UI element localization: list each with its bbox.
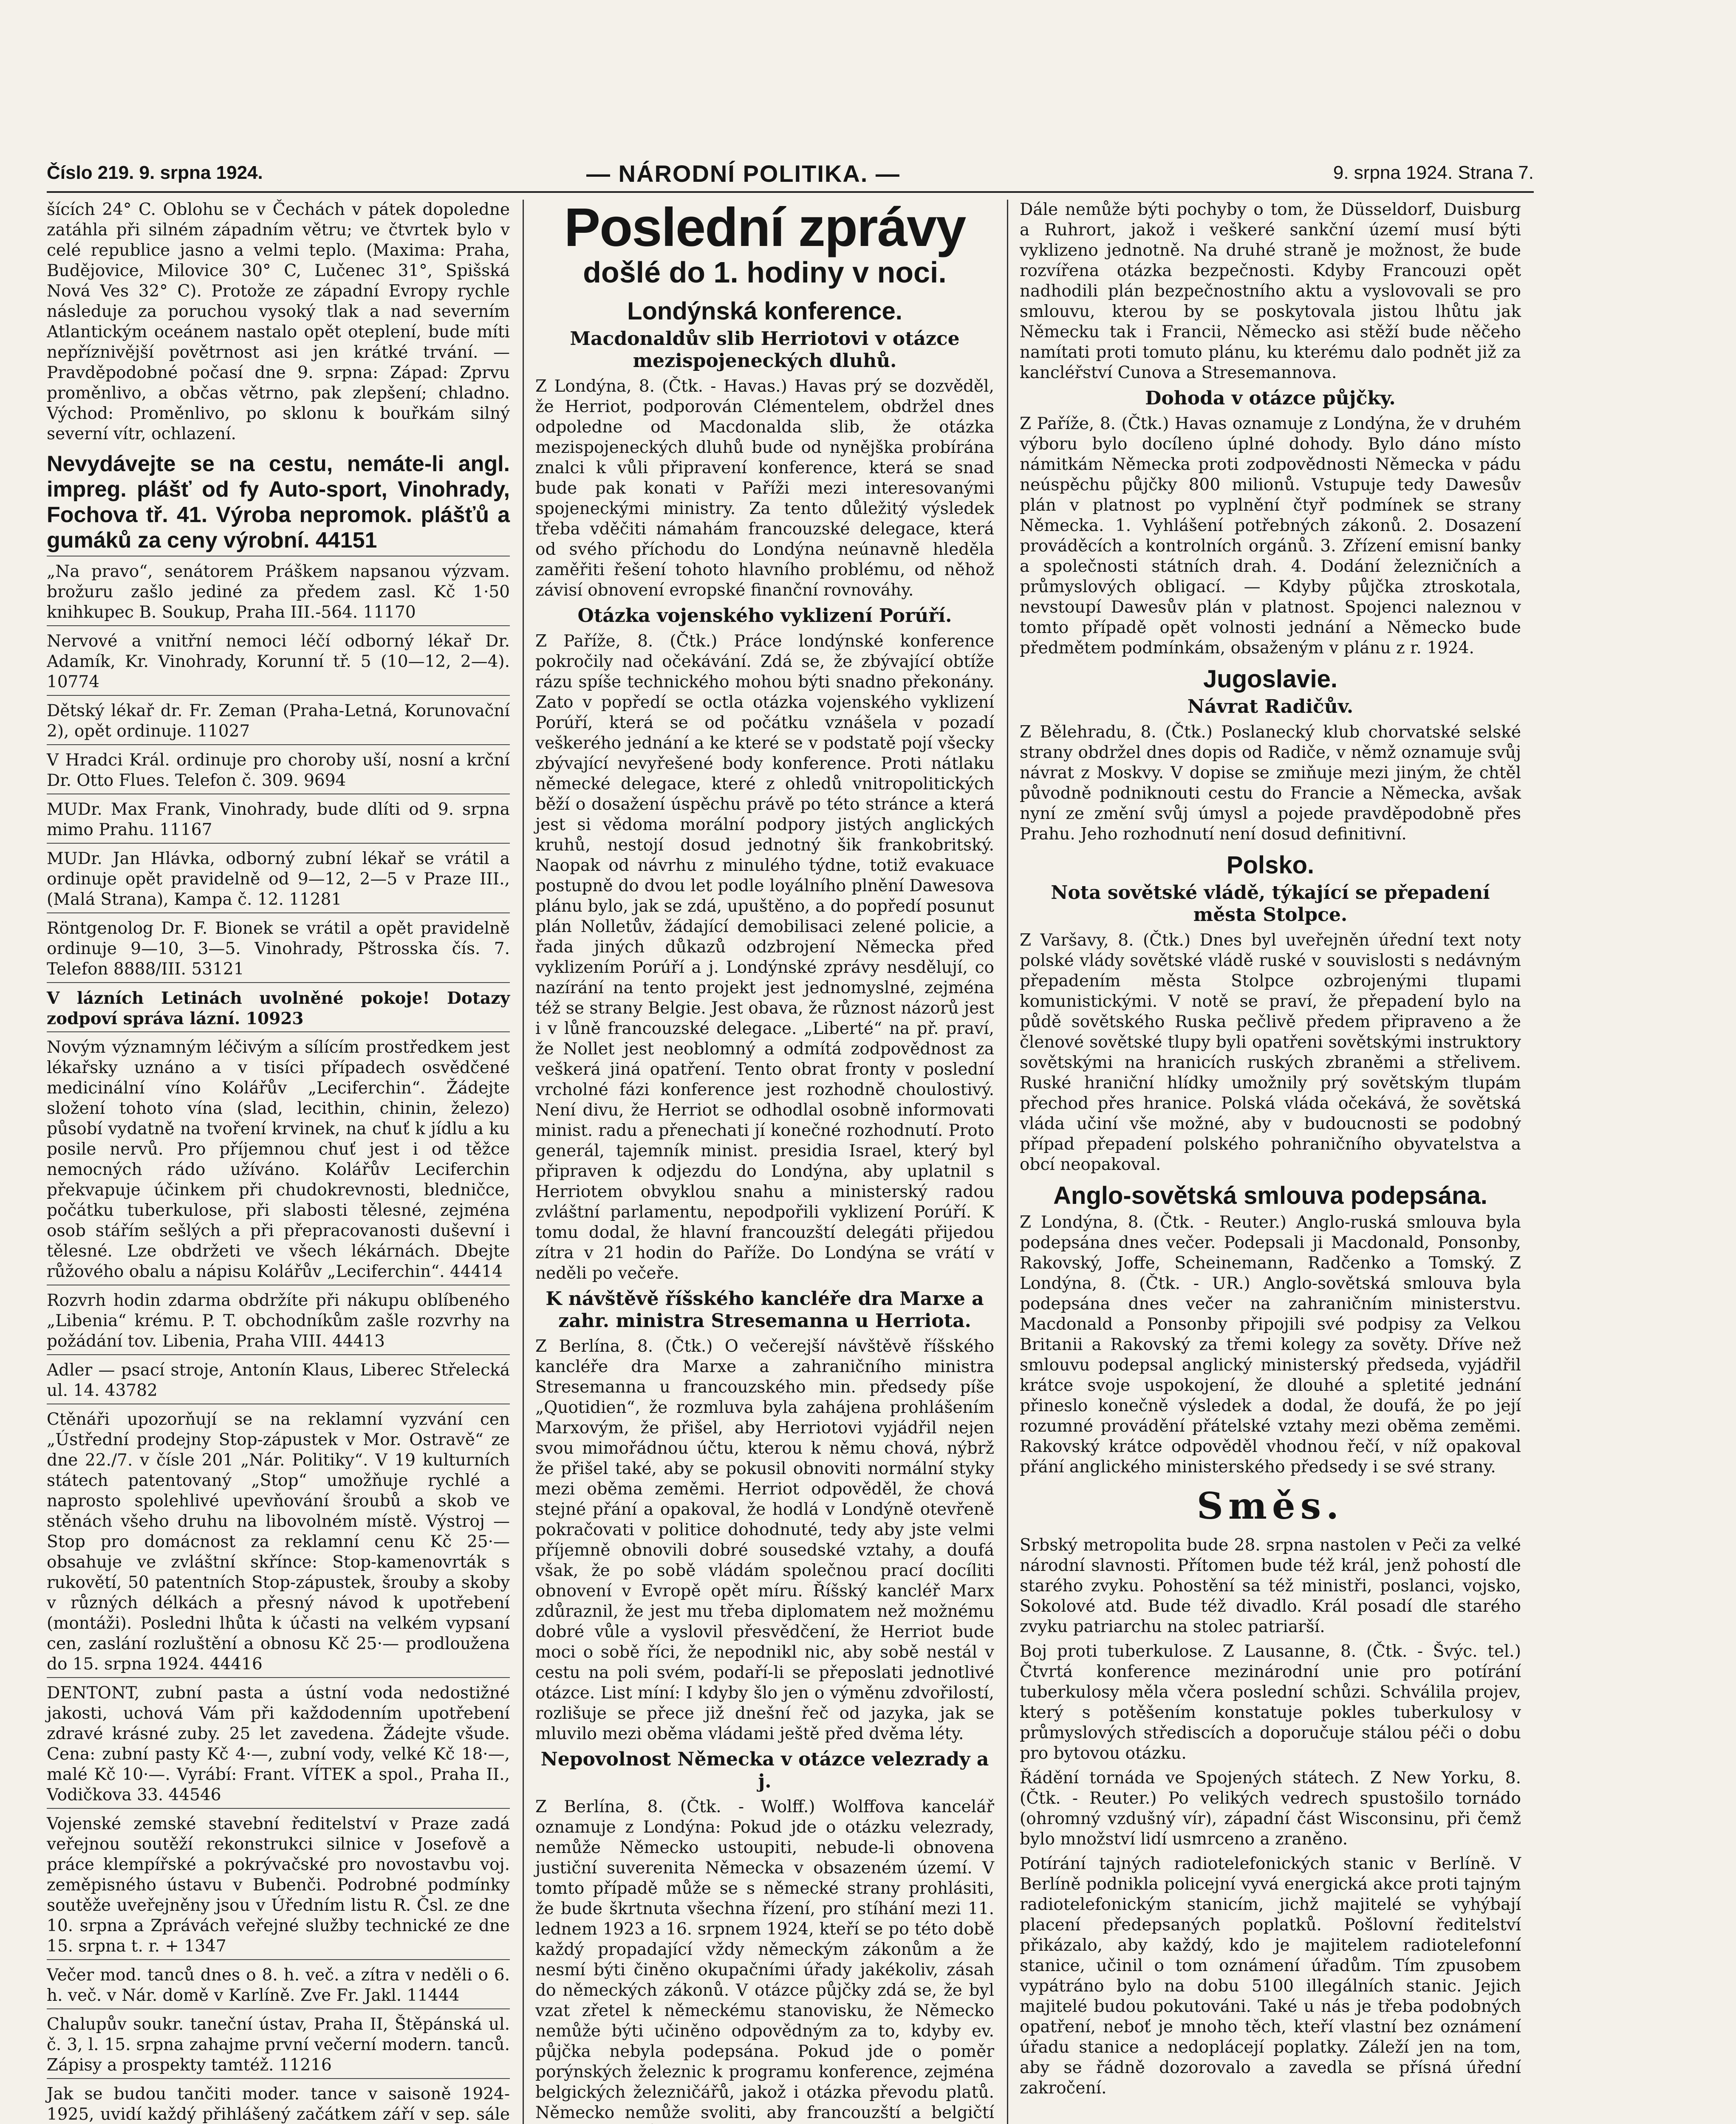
miscellany-item: Potírání tajných radiotelefonických stanic v Berlíně. V Berlíně podnikla policejní vyvá energická akce proti tajným radiotelefonickým stanicím, jichž majitelé se vyhýbají placení předepsaných poplatků. Pošlovní ředitelství přikázalo, aby každý, kdo je majitelem radiotelefonní stanice, učinil o tom oznámení úřadům. Tím zpusobem vypátráno bylo na dobu 5100 illegálních stanic. Jejich majitelé budou pokutováni. Také u nás je třeba podobných opatření, neboť je mnoho těch, kteří vlastní bez oznámení úřadu stanice a nedoplácejí poplatky. Záleží jen na tom, aby se řádně dozorovalo a zavedla se přísná úřední zakročení. [1020, 1854, 1521, 2098]
classified-ad: Novým významným léčivým a sílícím prostředkem jest lékařsky uznáno a v tisíci případech osvědčené medicinální víno Kolářův „Leciferchin“. Žádejte složení tohoto vína (slad, lecithin, chinin, železo) působí vydatně na tvoření krvinek, na chuť k jídlu a ku posile nervů. Pro příjemnou chuť jest i od těžce nemocných rádo užíváno. Kolářův Leciferchin překvapuje účinkem při chudokrevnosti, bledničce, počátku tuberkulose, při slabosti tělesné, zejména osob stářím sešlých a při přepracovanosti duševní i tělesné. Lze obdržeti ve všech lékárnách. Dbejte růžového obalu a nápisu Kolářův „Leciferchin“. 44414 [47, 1035, 510, 1285]
classified-ad: Nevydávejte se na cestu, nemáte-li angl. impreg. plášť od fy Auto-sport, Vinohrady, Fochova tř. 41. Výroba nepromok. plášťů a gumáků za ceny výrobní. 44151 [47, 449, 510, 556]
article-body: Z Varšavy, 8. (Čtk.) Dnes byl uveřejněn úřední text noty polské vlády sovětské vládě ruské v souvislosti s nedávným přepadením města Stolpce ozbrojenými tlupami komunistickými. V notě se praví, že přepadení bylo na půdě sovětského Ruska pečlivě předem připraveno a že členové sovětské tlupy byli opatřeni sovětskými instruktory sovětskými na hranicích ruských zbraněmi a střelivem. Ruské hraniční hlídky umožnily prý sovětským tlupám přechod přes hranice. Polská vláda očekává, že sovětská vláda učiní vše možné, aby v budoucnosti se podobný případ přepadení polského pohraničního obyvatelstva a obcí neopakoval. [1020, 931, 1521, 1174]
column-rule [1007, 200, 1008, 2124]
article-heading: Otázka vojenského vyklizení Porúří. [577, 605, 952, 627]
country-heading: Jugoslavie. [1203, 665, 1337, 693]
masthead: — NÁRODNÍ POLITIKA. — [586, 160, 900, 187]
miscellany-item: Srbský metropolita bude 28. srpna nastolen v Peči za velké národní slavnosti. Přítomen bude též král, jenž pohostí dle starého zvyku. Pohostění sa též ministři, poslanci, vojsko, Sokolové atd. Bude též divadlo. Král posadí dle starého zvyku patriarchu na stolec patriarší. [1020, 1536, 1521, 1636]
latest-news-title: Poslední zprávy [564, 197, 966, 258]
classified-ad: Večer mod. tanců dnes o 8. h. več. a zítra v neděli o 6. h. več. v Nár. domě v Karlíně. Zve Fr. Jakl. 11444 [47, 1963, 510, 2009]
article-subheading: Návrat Radičův. [1187, 696, 1354, 717]
miscellany-heading: Směs. [1196, 1485, 1344, 1528]
article-heading: Londýnská konference. [627, 297, 902, 325]
classified-ad: Nervové a vnitřní nemoci léčí odborný lékař Dr. Adamík, Kr. Vinohrady, Korunní tř. 5 (10—12, 2—4). 10774 [47, 629, 510, 696]
column-left [47, 200, 510, 2124]
column-rule [523, 200, 524, 2124]
classified-ad: Chalupův soukr. taneční ústav, Praha II, Štěpánská ul. č. 3, l. 15. srpna zahajme první večerní modern. tanců. Zápisy a prospekty tamtéž. 11216 [47, 2012, 510, 2079]
classified-ad: Ctěnáři upozorňují se na reklamní vyzvání cen „Ústřední prodejny Stop-zápustek v Mor. Ostravě“ ze dne 22./7. v čísle 201 „Nár. Politiky“. V 19 kulturních státech patentovaný „Stop“ umožňuje rychlé a naprosto spolehlivé upevňování šroubů a skob ve stěnách všeho druhu na libovolném místě. Výstroj — Stop pro domácnost za reklamní cenu Kč 25·— obsahuje ve zvláštní skřínce: Stop-kamenovrták s rukovětí, 50 patentních Stop-zápustek, šrouby a skoby v různých délkách a přesný návod k upotřebení (montáži). Posledni lhůta k účasti na velkém vypsaní cen, zaslání rozluštění a obnosu Kč 25·— prodloužena do 15. srpna 1924. 44416 [47, 1407, 510, 1678]
classified-ad: V Hradci Král. ordinuje pro choroby uší, nosní a krční Dr. Otto Flues. Telefon č. 309. 9694 [47, 748, 510, 794]
page-header [47, 157, 1534, 193]
article-body: Z Bělehradu, 8. (Čtk.) Poslanecký klub chorvatské selské strany obdržel dnes dopis od Radiče, v němž oznamuje svůj návrat z Moskvy. V dopise se zmiňuje mezi jiným, že chtěl původně podniknouti cestu do Francie a Německa, avšak nyní ze změní svůj úmysl a pojede pravděpodobně přes Prahu. Jeho rozhodnutí není dosud definitivní. [1020, 723, 1521, 844]
article-body: Z Paříže, 8. (Čtk.) Havas oznamuje z Londýna, že v druhém výboru bylo docíleno úplné dohody. Bylo dáno místo námitkám Německa proti zodpovědnosti Německa v pádu neúspěchu půjčky 800 milionů. Vstupuje tedy Dawesův plán v platnost po vyplnění čtyř podmínek se strany Německa. 1. Vyhlášení potřebných zákonů. 2. Dosazení prováděcích a kontrolních orgánů. 3. Zřízení emisní banky a společnosti státních drah. 4. Dodání železničních a průmyslových obligací. — Kdyby půjčka ztroskotala, nevstoupí Dawesův plán v platnost. Spojenci naleznou v tomto případě opět volnosti jednání a Německo bude předmětem podmínkám, obsaženým v plánu z r. 1924. [1020, 414, 1521, 658]
page-date-number: 9. srpna 1924. Strana 7. [1333, 162, 1534, 183]
classified-ad: Rozvrh hodin zdarma obdržíte při nákupu oblíbeného „Libenia“ krému. P. T. obchodníkům zašle rozvrhy na požádání tov. Libenia, Praha VIII. 44413 [47, 1288, 510, 1355]
weather-report: šících 24° C. Oblohu se v Čechách v pátek dopoledne zatáhla při silném západním větru; ve čtvrtek bylo v celé republice jasno a velmi teplo. (Maxima: Praha, Budějovice, Milovice 30° C, Lučenec 31°, Spišská Nová Ves 32° C). Protože ze západní Evropy rychle následuje za poruchou vysoký tlak a nad severním Atlantickým oceánem nastalo opět oteplení, bude míti nepříznivější povětrnost asi jen krátké trvání. — Pravděpodobné počasí dne 9. srpna: Západ: Zprvu proměnlivo, a občas větrno, pak zlepšení; chladno. Východ: Proměnlivo, po sklonu k bouřkám silný severní vítr, ochlazení. [47, 200, 510, 443]
article-subheading: Macdonaldův slib Herriotovi v otázce mezispojeneckých dluhů. [570, 328, 960, 372]
article-heading: Anglo-sovětská smlouva podepsána. [1053, 1182, 1487, 1209]
classified-ad: Vojenské zemské stavební ředitelství v Praze zadá veřejnou soutěží rekonstrukci silnice v Josefově a práce klempířské a pokrývačské pro novostavbu voj. zeměpisného ústavu v Bubenči. Podrobné podmínky soutěže uveřejněny jsou v Úředním listu R. Čsl. ze dne 10. srpna a Zprávách veřejné služby technické ze dne 15. srpna t. r. + 1347 [47, 1811, 510, 1960]
classified-ad: „Na pravo“, senátorem Práškem napsanou výzvam. brožuru zašlo jediné za předem zasl. Kč 1·50 knihkupec B. Soukup, Praha III.-564. 11170 [47, 559, 510, 626]
article-body: Z Londýna, 8. (Čtk. - Reuter.) Anglo-ruská smlouva byla podepsána dnes večer. Podepsali ji Macdonald, Ponsonby, Rakovský, Joffe, Scheinemann, Radčenko a Tomský. Z Londýna, 8. (Čtk. - UR.) Anglo-sovětská smlouva byla podepsána dnes večer na zahraničním ministerstvu. Macdonald a Ponsonby připojili své podpisy za Velkou Britanii a Rakovský za třemi kolegy za sověty. Dříve než smlouvu podepsal anglický ministerský předseda, vyjádřil krátce svoje uspokojení, že dlouhé a spletité jednání přineslo konečně výsledek a dodal, že doufá, že po její rozumné provádění přátelské vztahy mezi oběma zeměmi. Rakovský krátce odpověděl vhodnou řečí, v níž opakoval přání anglického ministerského předsedy i se své strany. [1020, 1213, 1521, 1477]
newspaper-page [47, 157, 1534, 2124]
classified-ad: Adler — psací stroje, Antonín Klaus, Liberec Střelecká ul. 14. 43782 [47, 1358, 510, 1404]
article-heading: Nepovolnost Německa v otázce velezrady a j. [540, 1748, 989, 1792]
classified-ad: Jak se budou tančiti moder. tance v saisoně 1924-1925, uvidí každý přihlášený začátkem září v sep. sále [47, 2082, 510, 2124]
article-continuation: Dále nemůže býti pochyby o tom, že Düsseldorf, Duisburg a Ruhrort, jakož i veškeré sankční území musí býti vyklizeno jednotně. Na druhé straně je možnost, že bude rozvířena otázka bezpečnosti. Kdyby Francouzi opět nadhodili plán bezpečnostního aktu a vyslovovali se pro smlouvu, kterou by se poskytovala jistou lhůtu jak Německu tak i Francii, Německo asi stěží bude něčeho namítati proti tomuto plánu, ku kterému dalo podnět již za kancléřství Cunova a Stresemannova. [1020, 200, 1521, 382]
column-middle [535, 197, 994, 2124]
classified-ad: Röntgenolog Dr. F. Bionek se vrátil a opět pravidelně ordinuje 9—10, 3—5. Vinohrady, Pštrosska čís. 7. Telefon 8888/III. 53121 [47, 916, 510, 983]
article-body: Z Berlína, 8. (Čtk. - Wolff.) Wolffova kancelář oznamuje z Londýna: Pokud jde o otázku velezrady, nemůže Německo ustoupiti, nebude-li obnovena justiční suverenita Německa v obsazeném území. V tomto případě může se s německé strany prohlásiti, že bude škrtnuta všechna řízení, pro stíhání mezi 11. lednem 1923 a 16. srpnem 1924, kteří se po této době každý propadající vždy německým zákonům a že nesmí býti činěno okupačními úřady jakékoliv, zásah do německých zákonů. V otázce půjčky zdá se, že byl vzat zřetel k německému stanovisku, že Německo nemůže býti učiněno odpovědným za to, kdyby ev. půjčka nebyla podepsána. Pokud jde o poměr porýnských železnic k programu konference, zejména belgických železničářů, jakož i otázka převodu platů. Německo nemůže svoliti, aby francouzští a belgičtí [535, 1797, 994, 2122]
article-body: Z Paříže, 8. (Čtk.) Práce londýnské konference pokročily nad očekávání. Zdá se, že zbývající obtíže rázu spíše technického mohou býti snadno překonány. Zato v popředí se octla otázka vojenského vyklizení Porúří, která se od počátku vznášela v pozadí veškerého jednání a ke které se v podstatě pojí všecky zbývající nevyřešené body konference. Proti nátlaku německé delegace, které z ohledů vnitropolitických běží o dosažení úspěchu právě po této stránce a která jest si vědoma morální podpory jistých anglických kruhů, nestojí dosud jednotný šik frankobritský. Naopak od návrhu z minulého týdne, totiž evakuace postupně do dvou let podle loyálního plnění Dawesova plánu bylo, jak se zdá, upuštěno, a do popředí posunut plán Nolletův, žádající demobilisaci zelené policie, a řada jiných důkazů odzbrojení Německa před vyklizením Porúří a j. Londýnské zprávy nesdělují, co nazírání na tento projekt jest jednomyslné, zejména též se strany Belgie. Jest obava, že různost názorů jest i v lůně francouzské delegace. „Liberté“ na př. praví, že Nollet jest neoblomný a odmítá zodpovědnost za veškerá jiná opatření. Tento obrat fronty v poslední vrcholné fázi konference jest rozhodně choulostivý. Není divu, že Herriot se odhodlal osobně informovati minist. radu a přenechati jí konečné rozhodnutí. Proto generál, tajemník minist. presidia Israel, který byl připraven k odjezdu do Londýna, aby uplatnil s Herriotem obvyklou snahu a ministerský radou zvláštní parlamentu, nepodpořili vyklizení Porúří. K tomu dodal, že hlavní francouzští delegáti přijedou zítra v 21 hodin do Paříže. Do Londýna se vrátí v neděli po večeře. [535, 632, 994, 1283]
column-right [1020, 200, 1521, 2103]
classified-ad: V lázních Letinách uvolněné pokoje! Dotazy zodpoví správa lázní. 10923 [47, 986, 510, 1032]
classified-ad: MUDr. Jan Hlávka, odborný zubní lékař se vrátil a ordinuje opět pravidelně od 9—12, 2—5 v Praze III., (Malá Strana), Kampa č. 12. 11281 [47, 846, 510, 913]
article-subheading: Nota sovětské vládě, týkající se přepadení města Stolpce. [1051, 882, 1490, 926]
article-body: Z Berlína, 8. (Čtk.) O večerejší návštěvě říšského kancléře dra Marxe a zahraničního ministra Stresemanna u francouzského min. předsedy píše „Quotidien“, že rozmluva byla zahájena prohlášením Marxovým, že přišel, aby Herriotovi vyjádřil nejen svou mimořádnou účtu, kterou k němu chová, nýbrž že přišel také, aby se pokusil obnoviti normální styky mezi oběma zeměmi. Herriot odpověděl, že chová stejné přání a opakoval, že hodlá v Londýně otevřeně pokračovati v politice dohodnuté, tedy aby jste velmi příjemně obnovili dobré sousedské vztahy, a doufá však, že po sobě vládám společnou prací docíliti obnovení v Evropě opět míru. Říšský kancléř Marx zdůraznil, že jest mu třeba diplomatem než možnému dobré vůle a vyslovil přesvědčení, že Herriot bude moci o sobě říci, že nepodnikl nic, aby sobě nestál v cestu na poli svém, podaří-li se přeposlati jednotlivé otázce. List míní: I kdyby šlo jen o výměnu zdvořilostí, rozlišuje se přece již dnešní řeč od jazyka, jak se mluvilo mezi oběma vládami ještě před dvěma léty. [535, 1337, 994, 1743]
article-heading: Dohoda v otázce půjčky. [1145, 387, 1396, 409]
article-body: Z Londýna, 8. (Čtk. - Havas.) Havas prý se dozvěděl, že Herriot, podporován Clémentelem, obdržel dnes odpoledne od Macdonalda slib, že otázka mezispojeneckých dluhů bude od nynějška probírána znalci k vůli připravení konference, která se snad bude pak konati v Paříži mezi interesovanými spojeneckými ministry. Za tento důležitý výsledek třeba vděčiti námahám francouzské delegace, která od svého příchodu do Londýna neúnavně hleděla zaměřiti řešení tohoto hlavního problému, od něhož závisí obnovení evropské finanční rovnováhy. [535, 377, 994, 600]
miscellany-item: Řádění tornáda ve Spojených státech. Z New Yorku, 8. (Čtk. - Reuter.) Po velikých vedrech spustošilo tornádo (ohromný vzdušný vír), západní část Wisconsinu, při čemž bylo množství lidí usmrceno a zraněno. [1020, 1768, 1521, 1849]
country-heading: Polsko. [1226, 851, 1315, 879]
classified-ad: MUDr. Max Frank, Vinohrady, bude dlíti od 9. srpna mimo Prahu. 11167 [47, 797, 510, 844]
issue-number: Číslo 219. 9. srpna 1924. [47, 162, 263, 183]
classified-ad: DENTONT, zubní pasta a ústní voda nedostižné jakosti, uchová Vám při každodenním upotřebení zdravé krásné zuby. 25 let zavedena. Žádejte všude. Cena: zubní pasty Kč 4·—, zubní vody, velké Kč 18·—, malé Kč 10·—. Vyrábí: Frant. VÍTEK a spol., Praha II., Vodičkova 33. 44546 [47, 1681, 510, 1809]
miscellany-item: Boj proti tuberkulose. Z Lausanne, 8. (Čtk. - Švýc. tel.) Čtvrtá konference mezinárodní unie pro potírání tuberkulosy měla včera poslední schůzi. Schválila projev, který s potěšením konstatuje pokles tuberkulosy v průmyslových střediscích a doporučuje stálou péči o dobu pro bytovou otázku. [1020, 1642, 1521, 1763]
classified-ad: Dětský lékař dr. Fr. Zeman (Praha-Letná, Korunovační 2), opět ordinuje. 11027 [47, 698, 510, 745]
article-heading: K návštěvě říšského kancléře dra Marxe a zahr. ministra Stresemanna u Herriota. [546, 1288, 984, 1332]
latest-news-subtitle: došlé do 1. hodiny v noci. [583, 256, 947, 289]
